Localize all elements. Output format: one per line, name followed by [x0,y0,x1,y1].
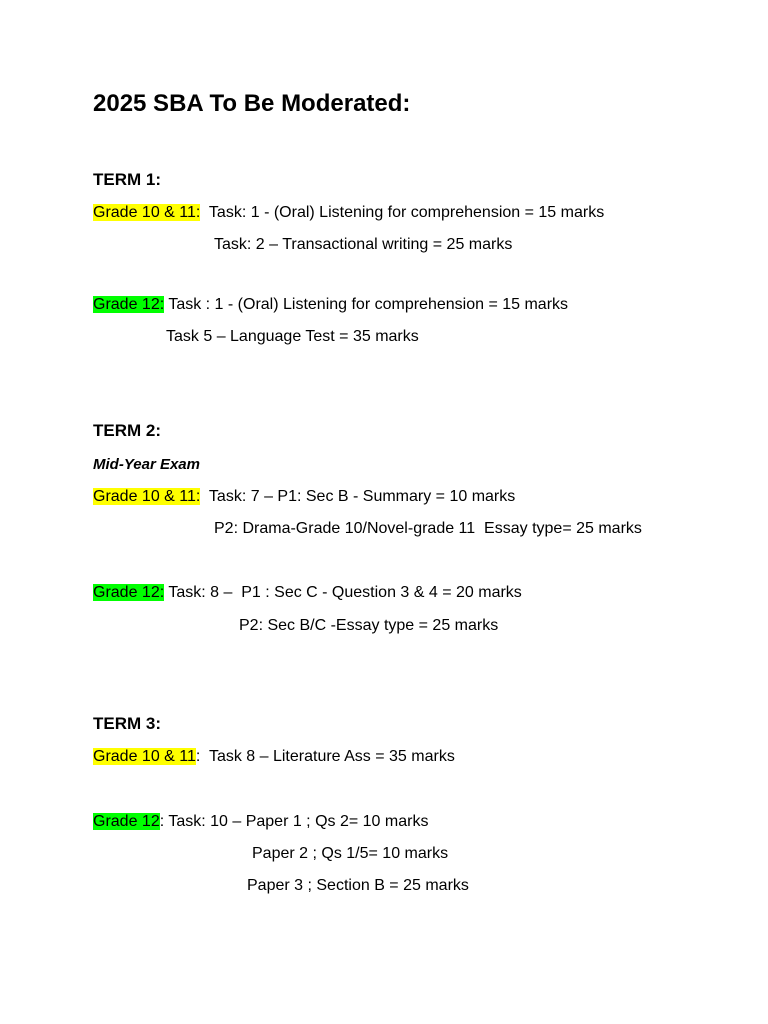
term-2-subheading: Mid-Year Exam [93,456,200,473]
term-1-grade-10-11-line-2: Task: 2 – Transactional writing = 25 marks [214,236,513,253]
grade-10-11-highlight: Grade 10 & 11: [93,204,201,221]
task-text: : Task 8 – Literature Ass = 35 marks [195,748,455,765]
grade-12-highlight: Grade 12 [93,813,160,830]
grade-12-highlight: Grade 12: [93,296,165,313]
term-2-heading: TERM 2: [93,421,161,440]
grade-10-11-highlight: Grade 10 & 11 [93,748,196,765]
term-1-grade-12-line-2: Task 5 – Language Test = 35 marks [166,328,419,345]
document-title: 2025 SBA To Be Moderated: [93,90,411,117]
term-3-grade-12-line-1 [93,812,428,832]
term-2-grade-12-line-2: P2: Sec B/C -Essay type = 25 marks [239,617,499,634]
term-1-grade-10-11-line-1 [93,203,604,223]
task-text: Task : 1 - (Oral) Listening for comprehension = 15 marks [164,296,569,313]
term-1-heading: TERM 1: [93,170,161,189]
task-text: : Task: 10 – Paper 1 ; Qs 2= 10 marks [159,813,429,830]
task-text: Task: 1 - (Oral) Listening for comprehension = 15 marks [200,204,605,221]
grade-12-highlight: Grade 12: [93,584,165,601]
term-2-grade-10-11-line-1 [93,487,515,507]
term-3-grade-10-11-line-1 [93,747,455,767]
grade-10-11-highlight: Grade 10 & 11: [93,488,201,505]
term-2-grade-10-11-line-2: P2: Drama-Grade 10/Novel-grade 11 Essay type= 25 marks [214,520,642,537]
task-text: Task: 7 – P1: Sec B - Summary = 10 marks [200,488,516,505]
term-2-grade-12-line-1 [93,583,522,603]
task-text: Task: 8 – P1 : Sec C - Question 3 & 4 = 20 marks [164,584,522,601]
term-3-heading: TERM 3: [93,714,161,733]
term-3-grade-12-line-2: Paper 2 ; Qs 1/5= 10 marks [252,845,449,862]
term-3-grade-12-line-3: Paper 3 ; Section B = 25 marks [247,877,469,894]
term-1-grade-12-line-1 [93,295,568,315]
